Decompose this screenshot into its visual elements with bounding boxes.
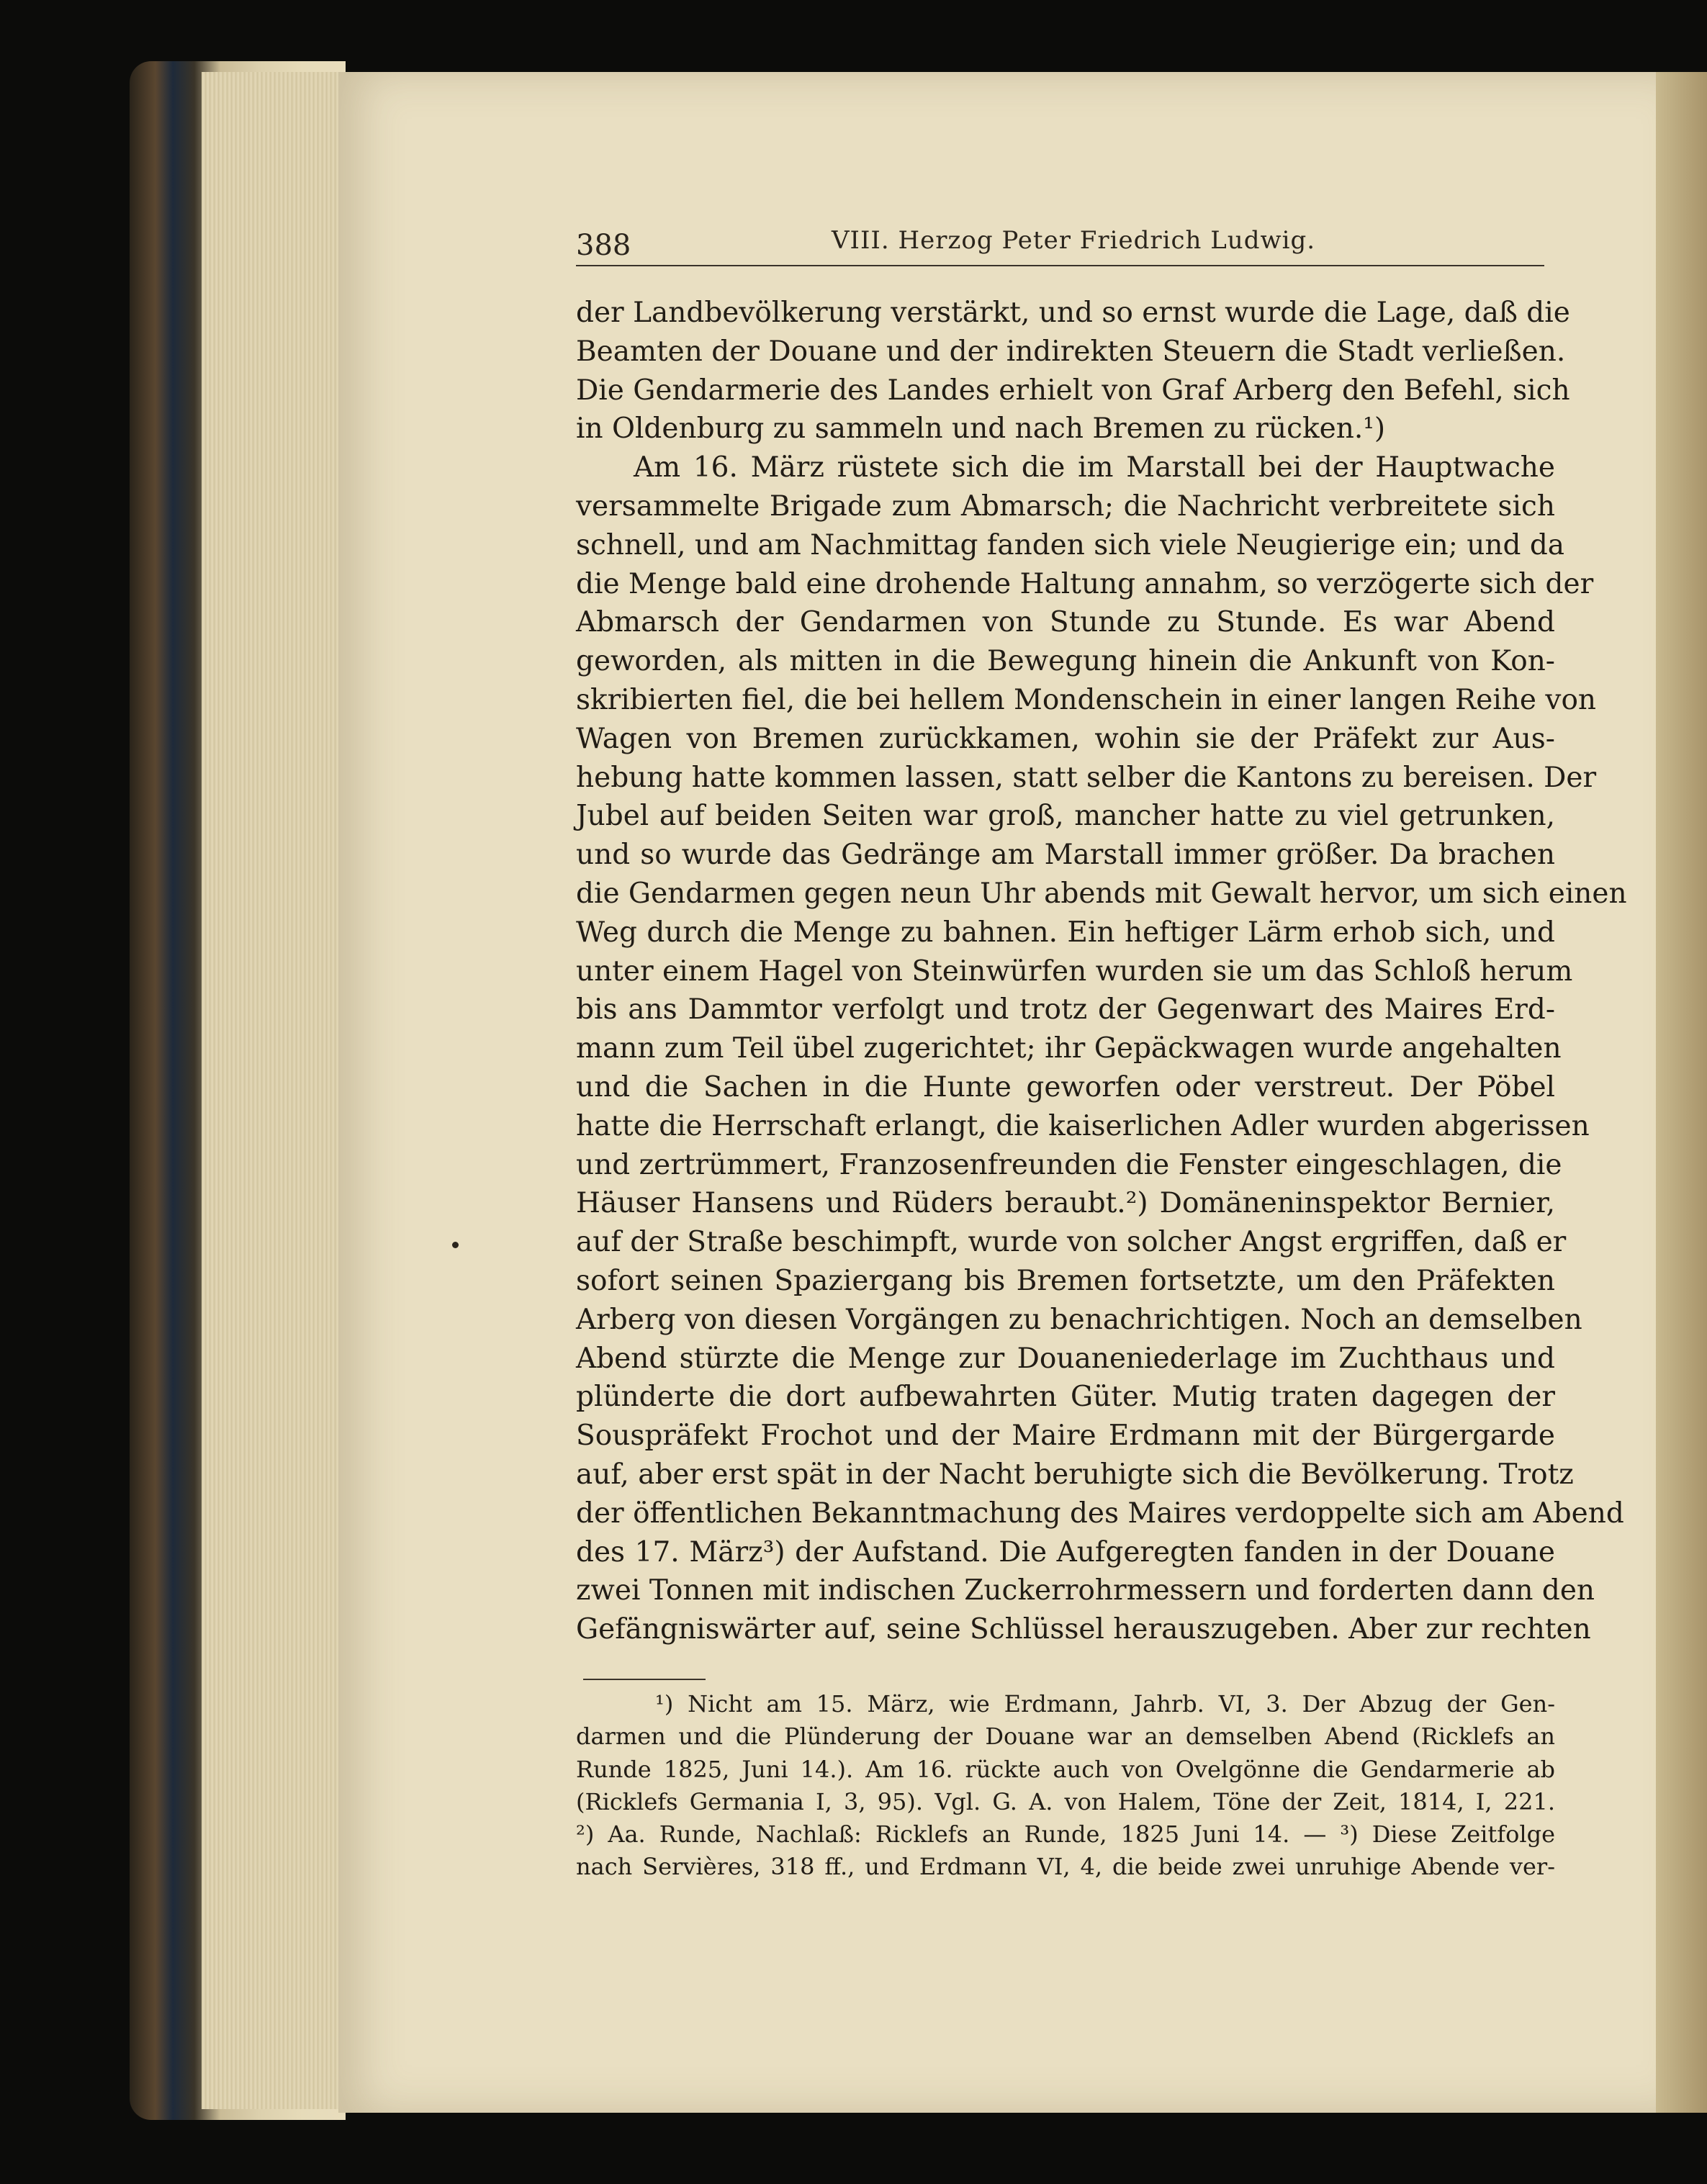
body-line: auf der Straße beschimpft, wurde von solcher Angst ergriffen, daß er (576, 1226, 1567, 1259)
body-line: der öffentlichen Bekanntmachung des Maires verdoppelte sich am Abend (576, 1497, 1624, 1530)
footnotes (576, 1688, 1555, 1884)
body-line: geworden, als mitten in die Bewegung hinein die Ankunft von Kon- (576, 645, 1555, 678)
footnote-rule (583, 1679, 706, 1680)
body-line: Häuser Hansens und Rüders beraubt.²) Domäneninspektor Bernier, (576, 1187, 1555, 1220)
body-line: der Landbevölkerung verstärkt, und so ernst wurde die Lage, daß die (576, 297, 1570, 329)
body-line: Wagen von Bremen zurückkamen, wohin sie der Präfekt zur Aus- (576, 722, 1555, 755)
body-line: hatte die Herrschaft erlangt, die kaiserlichen Adler wurden abgerissen (576, 1109, 1590, 1142)
body-line: Arberg von diesen Vorgängen zu benachrichtigen. Noch an demselben (576, 1303, 1582, 1336)
page-header (576, 223, 1544, 266)
body-line: Die Gendarmerie des Landes erhielt von Graf Arberg den Befehl, sich (576, 374, 1570, 407)
margin-dot (452, 1242, 459, 1248)
body-line: Abend stürzte die Menge zur Douaneniederlage im Zuchthaus und (576, 1342, 1555, 1375)
footnote-line: ²) Aa. Runde, Nachlaß: Ricklefs an Runde, 1825 Juni 14. — ³) Diese Zeitfolge (576, 1820, 1555, 1849)
footnote-line: nach Servières, 318 ff., und Erdmann VI, 4, die beide zwei unruhige Abende ver- (576, 1853, 1555, 1881)
body-line: und die Sachen in die Hunte geworfen oder verstreut. Der Pöbel (576, 1070, 1555, 1104)
body-line: und so wurde das Gedränge am Marstall immer größer. Da brachen (576, 839, 1555, 872)
body-line: hebung hatte kommen lassen, statt selber die Kantons zu bereisen. Der (576, 761, 1597, 794)
body-line: Beamten der Douane und der indirekten Steuern die Stadt verließen. (576, 335, 1566, 368)
body-line: unter einem Hagel von Steinwürfen wurden sie um das Schloß herum (576, 955, 1573, 988)
body-line: schnell, und am Nachmittag fanden sich viele Neugierige ein; und da (576, 528, 1565, 561)
body-line: versammelte Brigade zum Abmarsch; die Nachricht verbreitete sich (576, 489, 1555, 523)
body-line: die Gendarmen gegen neun Uhr abends mit Gewalt hervor, um sich einen (576, 877, 1627, 910)
body-line: mann zum Teil übel zugerichtet; ihr Gepäckwagen wurde angehalten (576, 1032, 1562, 1065)
body-line: des 17. März³) der Aufstand. Die Aufgeregten fanden in der Douane (576, 1535, 1555, 1569)
body-text (576, 294, 1627, 1649)
body-line: auf, aber erst spät in der Nacht beruhigte sich die Bevölkerung. Trotz (576, 1458, 1574, 1491)
footnote-line: darmen und die Plünderung der Douane war an demselben Abend (Ricklefs an (576, 1723, 1555, 1751)
body-line: zwei Tonnen mit indischen Zuckerrohrmessern und forderten dann den (576, 1574, 1595, 1607)
body-line: in Oldenburg zu sammeln und nach Bremen zu rücken.¹) (576, 412, 1386, 446)
facing-page-edge (1656, 72, 1707, 2113)
body-line: plünderte die dort aufbewahrten Güter. Mutig traten dagegen der (576, 1381, 1555, 1414)
body-line: skribierten fiel, die bei hellem Mondenschein in einer langen Reihe von (576, 683, 1597, 716)
body-line: Jubel auf beiden Seiten war groß, mancher hatte zu viel getrunken, (576, 800, 1555, 833)
body-line: Gefängniswärter auf, seine Schlüssel herauszugeben. Aber zur rechten (576, 1613, 1591, 1646)
footnote-line: ¹) Nicht am 15. März, wie Erdmann, Jahrb. VI, 3. Der Abzug der Gen- (655, 1690, 1555, 1718)
body-line: Am 16. März rüstete sich die im Marstall bei der Hauptwache (634, 451, 1555, 484)
body-line: die Menge bald eine drohende Haltung annahm, so verzögerte sich der (576, 567, 1594, 600)
body-line: und zertrümmert, Franzosenfreunden die Fenster eingeschlagen, die (576, 1148, 1562, 1181)
body-line: sofort seinen Spaziergang bis Bremen fortsetzte, um den Präfekten (576, 1264, 1555, 1297)
body-line: Weg durch die Menge zu bahnen. Ein heftiger Lärm erhob sich, und (576, 916, 1555, 949)
body-line: Abmarsch der Gendarmen von Stunde zu Stunde. Es war Abend (576, 606, 1555, 639)
running-head: VIII. Herzog Peter Friedrich Ludwig. (832, 226, 1316, 255)
footnote-line: (Ricklefs Germania I, 3, 95). Vgl. G. A. von Halem, Töne der Zeit, 1814, I, 221. (576, 1787, 1555, 1815)
body-line: Souspräfekt Frochot und der Maire Erdmann mit der Bürgergarde (576, 1420, 1555, 1453)
page-number: 388 (576, 229, 631, 262)
body-line: bis ans Dammtor verfolgt und trotz der Gegenwart des Maires Erd- (576, 993, 1555, 1026)
footnote-line: Runde 1825, Juni 14.). Am 16. rückte auch von Ovelgönne die Gendarmerie ab (576, 1755, 1555, 1783)
